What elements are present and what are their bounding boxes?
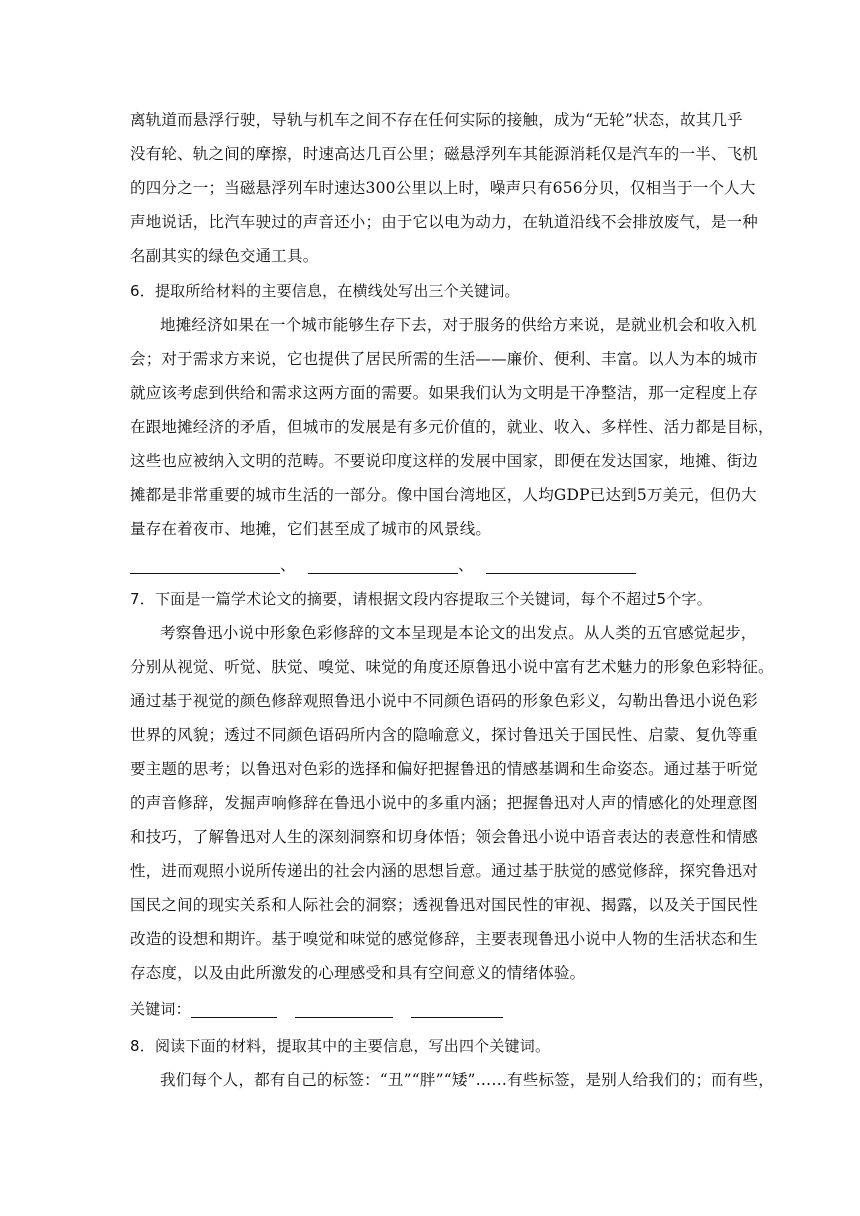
answer-blank-3[interactable] xyxy=(486,553,636,574)
question-6-prompt: 6．提取所给材料的主要信息，在横线处写出三个关键词。 xyxy=(130,282,520,300)
answer-blank-2[interactable] xyxy=(308,553,458,574)
q7-passage-line: 改造的设想和期许。基于嗅觉和味觉的感觉修辞，主要表现鲁迅小说中人物的生活状态和生 xyxy=(130,930,759,948)
q7-passage-line: 世界的风貌；透过不同颜色语码所内含的隐喻意义，探讨鲁迅关于国民性、启蒙、复仇等重 xyxy=(130,726,759,744)
q6-passage-line: 就应该考虑到供给和需求这两方面的需要。如果我们认为文明是干净整洁，那一定程度上存 xyxy=(130,384,759,402)
q7-answer-row xyxy=(130,992,730,1026)
q6-passage-line: 量存在着夜市、地摊，它们甚至成了城市的风景线。 xyxy=(130,520,492,538)
q8-passage-line: 我们每个人，都有自己的标签：“丑”“胖”“矮”……有些标签，是别人给我们的；而有些， xyxy=(160,1071,774,1089)
answer-separator: 、 xyxy=(280,556,296,574)
answer-separator: 、 xyxy=(458,556,474,574)
q7-passage-line: 性，进而观照小说所传递出的社会内涵的思想旨意。通过基于肤觉的感觉修辞，探究鲁迅对 xyxy=(130,862,759,880)
q7-passage-line: 要主题的思考；以鲁迅对色彩的选择和偏好把握鲁迅的情感基调和生命姿态。通过基于听觉 xyxy=(130,760,759,778)
q7-passage-line: 考察鲁迅小说中形象色彩修辞的文本呈现是本论文的出发点。从人类的五官感觉起步， xyxy=(160,624,757,642)
q6-passage-line: 摊都是非常重要的城市生活的一部分。像中国台湾地区，人均GDP已达到5万美元，但仍大 xyxy=(130,486,757,504)
q7-passage-line: 的声音修辞，发掘声响修辞在鲁迅小说中的多重内涵；把握鲁迅对人声的情感化的处理意图 xyxy=(130,794,759,812)
passage-line: 名副其实的绿色交通工具。 xyxy=(130,247,319,265)
answer-blank-1[interactable] xyxy=(130,553,280,574)
passage-line: 的四分之一；当磁悬浮列车时速达300公里以上时，噪声只有656分贝，仅相当于一个人大 xyxy=(130,179,756,197)
question-8-prompt: 8．阅读下面的材料，提取其中的主要信息，写出四个关键词。 xyxy=(130,1037,551,1055)
q7-passage-line: 和技巧，了解鲁迅对人生的深刻洞察和切身体悟；领会鲁迅小说中语音表达的表意性和情感 xyxy=(130,828,759,846)
passage-line: 声地说话，比汽车驶过的声音还小；由于它以电为动力，在轨道沿线不会排放废气，是一种 xyxy=(130,213,759,231)
keyword-blank-3[interactable] xyxy=(411,997,503,1018)
q6-passage-line: 这些也应被纳入文明的范畴。不要说印度这样的发展中国家，即便在发达国家，地摊、街边 xyxy=(130,452,759,470)
q6-passage-line: 会；对于需求方来说，它也提供了居民所需的生活——廉价、便利、丰富。以人为本的城市 xyxy=(130,350,759,368)
keyword-blank-1[interactable] xyxy=(191,997,277,1018)
q7-passage-line: 国民之间的现实关系和人际社会的洞察；透视鲁迅对国民性的审视、揭露，以及关于国民性 xyxy=(130,896,759,914)
q6-answer-row xyxy=(130,548,730,582)
keywords-label: 关键词： xyxy=(130,1000,191,1018)
q7-passage-line: 存态度，以及由此所激发的心理感受和具有空间意义的情绪体验。 xyxy=(130,964,586,982)
q7-passage-line: 通过基于视觉的颜色修辞观照鲁迅小说中不同颜色语码的形象色彩义，勾勒出鲁迅小说色彩 xyxy=(130,692,759,710)
keyword-blank-2[interactable] xyxy=(295,997,393,1018)
question-7-prompt: 7．下面是一篇学术论文的摘要，请根据文段内容提取三个关键词，每个不超过5个字。 xyxy=(130,590,712,608)
q7-passage-line: 分别从视觉、听觉、肤觉、嗅觉、味觉的角度还原鲁迅小说中富有艺术魅力的形象色彩特征。 xyxy=(130,658,774,676)
q6-passage-line: 在跟地摊经济的矛盾，但城市的发展是有多元价值的，就业、收入、多样性、活力都是目标， xyxy=(130,418,774,436)
passage-line: 没有轮、轨之间的摩擦，时速高达几百公里；磁悬浮列车其能源消耗仅是汽车的一半、飞机 xyxy=(130,145,759,163)
passage-line: 离轨道而悬浮行驶，导轨与机车之间不存在任何实际的接触，成为“无轮”状态，故其几乎 xyxy=(130,111,743,129)
q6-passage-line: 地摊经济如果在一个城市能够生存下去，对于服务的供给方来说，是就业机会和收入机 xyxy=(160,316,757,334)
